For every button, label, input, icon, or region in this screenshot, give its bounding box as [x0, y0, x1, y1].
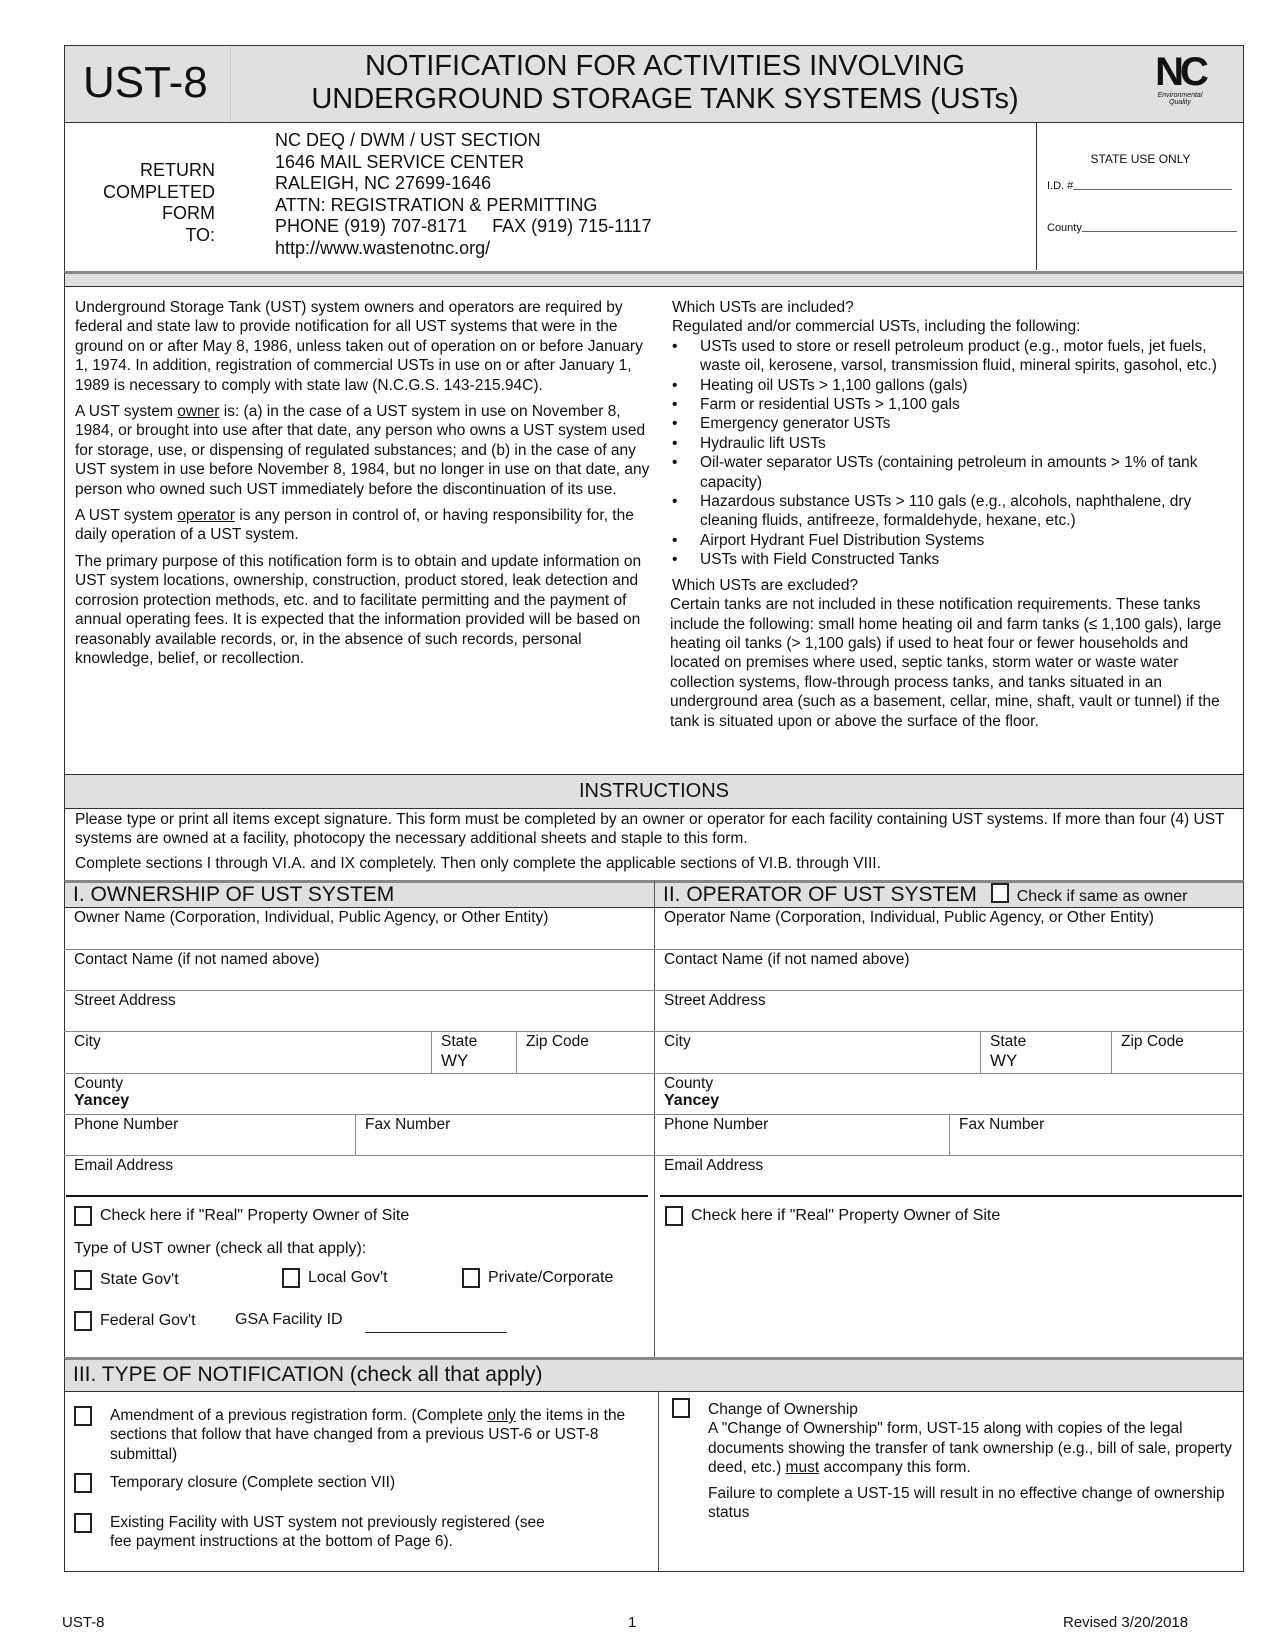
temporary-closure-option[interactable]: [74, 1473, 395, 1493]
owner-fax-field[interactable]: [355, 1114, 654, 1155]
operator-city-field[interactable]: [654, 1031, 980, 1073]
field-label: Phone Number: [74, 1116, 179, 1133]
text: A "Change of Ownership" form, UST-15 along with copies of the legal documents showing the transfer of tank ownership (e.g., bill of sale, property deed, etc.): [708, 1420, 1232, 1477]
section-3-header: [64, 1357, 1244, 1392]
list-item: • Airport Hydrant Fuel Distribution Systems: [670, 531, 1230, 550]
nc-deq-logo: [1145, 52, 1215, 106]
owner-county-field[interactable]: [64, 1073, 654, 1114]
owner-real-property-checkbox[interactable]: [74, 1206, 92, 1226]
address-line: RALEIGH, NC 27699-1646: [275, 173, 492, 193]
owner-county-value: Yancey: [74, 1092, 130, 1109]
field-label: Email Address: [74, 1157, 174, 1174]
checkbox-label: Local Gov't: [308, 1269, 388, 1287]
section-2-title: [663, 883, 1187, 907]
intro-section: [64, 286, 1244, 775]
text: A UST system: [75, 507, 178, 525]
operator-email-field[interactable]: [654, 1155, 1244, 1196]
owner-phone-field[interactable]: [64, 1114, 355, 1155]
checkbox-label: State Gov't: [100, 1271, 179, 1289]
instructions-body: [64, 808, 1244, 881]
address-line: 1646 MAIL SERVICE CENTER: [275, 151, 525, 172]
field-label: Zip Code: [1121, 1033, 1184, 1050]
operator-definition: [75, 506, 655, 545]
owner-type-label: Type of UST owner (check all that apply):: [74, 1240, 367, 1257]
owner-name-field[interactable]: [64, 907, 654, 949]
instructions-text: Complete sections I through VI.A. and IX completely. Then only complete the applicable sections of VI.B. through VIII.: [75, 855, 881, 872]
intro-paragraph: Underground Storage Tank (UST) system owners and operators are required by federal and state law to provide notification for all UST systems that were in the ground on or after May 8, 1986, unless taken out of operation on or before January 1, 1974. In addition, registration of commercial USTs in use on or after January 1, 1989 is necessary to comply with state law (N.C.G.S. 143-215.94C).: [75, 299, 643, 394]
intro-paragraph: The primary purpose of this notification form is to obtain and update information on UST system locations, ownership, construction, product stored, leak detection and corrosion protection methods, etc. and to facilitate permitting and the payment of annual operating fees. It is expected that the information provided will be based on reasonably available records, or, in the absence of such records, personal knowledge, belief, or recollection.: [75, 552, 642, 667]
form-title: [285, 50, 1045, 116]
included-list: [670, 337, 1230, 570]
field-label: Fax Number: [365, 1116, 451, 1133]
text: is: (a) in the case of a UST system in use on November 8, 1984, or brought into use after that date, any person who owns a UST system used for storage, use, or dispensing of regulated substances; and (b) in the case of any UST system in use before November 8, 1984, but no longer in use on that date, any person who owned such UST immediately before the discontinuation of its use.: [75, 403, 650, 498]
gsa-facility-id-label: GSA Facility ID: [235, 1311, 343, 1328]
footer-revised-date: Revised 3/20/2018: [1063, 1614, 1189, 1631]
owner-type-federal-option[interactable]: [74, 1311, 196, 1331]
owner-type-local-option[interactable]: [282, 1268, 388, 1288]
checkbox-label: Private/Corporate: [488, 1269, 614, 1287]
state-use-only-box: [1036, 122, 1243, 270]
website-link[interactable]: http://www.wastenotnc.org/: [275, 237, 491, 258]
instructions-text: Please type or print all items except signature. This form must be completed by an owner or operator for each facility containing UST systems. If more than four (4) UST systems are owned at a facility, photocopy the necessary additional sheets and staple to this form.: [75, 811, 1225, 847]
amendment-label: [110, 1406, 644, 1464]
text: the items in the sections that follow that have changed from a previous UST-6 or UST-8 submittal): [110, 1407, 626, 1463]
field-label: County: [664, 1075, 714, 1092]
owner-street-field[interactable]: [64, 990, 654, 1031]
divider-band: [64, 271, 1244, 287]
logo-text: NC: [1155, 50, 1205, 94]
text: Amendment of a previous registration form. (Complete: [110, 1407, 488, 1424]
instructions-title: INSTRUCTIONS: [579, 780, 729, 802]
included-title: Which USTs are included?: [672, 299, 854, 316]
failure-note: Failure to complete a UST-15 will result in no effective change of ownership status: [708, 1484, 1225, 1522]
field-label: State: [990, 1033, 1027, 1050]
change-of-ownership-option[interactable]: [672, 1400, 1232, 1522]
form-id: UST-8: [83, 58, 208, 107]
state-county-label: County: [1047, 222, 1082, 234]
logo-sub: Quality: [1169, 99, 1191, 106]
field-label: City: [74, 1033, 101, 1050]
text: must: [785, 1459, 820, 1477]
text: operator: [177, 507, 235, 525]
text: only: [487, 1407, 516, 1424]
existing-facility-option[interactable]: [74, 1513, 554, 1552]
existing-facility-label: Existing Facility with UST system not previously registered (see fee payment instructions at the bottom of Page 6).: [110, 1514, 545, 1551]
return-label: [85, 160, 215, 246]
field-label: Fax Number: [959, 1116, 1045, 1133]
address-line: NC DEQ / DWM / UST SECTION: [275, 130, 541, 150]
return-label-line: RETURN: [140, 160, 215, 180]
owner-contact-field[interactable]: [64, 949, 654, 990]
field-label: Street Address: [664, 992, 766, 1009]
list-item: • Hydraulic lift USTs: [670, 434, 1230, 453]
state-county-field: [1047, 222, 1237, 234]
mailing-address: [275, 130, 652, 259]
list-item: • Hazardous substance USTs > 110 gals (e.g., alcohols, naphthalene, dry cleaning fluids, antifreeze, formaldehyde, hexane, etc.): [670, 492, 1230, 531]
operator-state-value: WY: [990, 1051, 1018, 1070]
amendment-checkbox[interactable]: [74, 1406, 92, 1426]
field-label: Zip Code: [526, 1033, 589, 1050]
owner-zip-field[interactable]: [516, 1031, 654, 1073]
section-2-title-text: II. OPERATOR OF UST SYSTEM: [663, 883, 977, 906]
footer-form-id: UST-8: [62, 1614, 105, 1631]
same-as-owner-label: Check if same as owner: [1016, 888, 1188, 905]
instructions-header: [64, 774, 1244, 809]
operator-county-value: Yancey: [664, 1092, 720, 1109]
owner-real-property-option[interactable]: [74, 1206, 409, 1226]
owner-city-field[interactable]: [64, 1031, 431, 1073]
owner-definition: [75, 402, 655, 499]
operator-name-field[interactable]: [654, 907, 1244, 949]
list-item: • Heating oil USTs > 1,100 gallons (gals): [670, 376, 1230, 395]
owner-state-value: WY: [441, 1051, 469, 1070]
field-label: Owner Name (Corporation, Individual, Public Agency, or Other Entity): [74, 909, 549, 926]
operator-zip-field[interactable]: [1111, 1031, 1244, 1073]
operator-county-field[interactable]: [654, 1073, 1244, 1114]
list-item: • USTs used to store or resell petroleum product (e.g., motor fuels, jet fuels, waste oil, kerosene, varsol, transmission fluid, mineral spirits, gasohol, etc.): [670, 337, 1230, 376]
field-label: County: [74, 1075, 124, 1092]
change-of-ownership-desc: [708, 1419, 1232, 1477]
operator-state-field[interactable]: [980, 1031, 1111, 1073]
field-label: Operator Name (Corporation, Individual, Public Agency, or Other Entity): [664, 909, 1154, 926]
amendment-option[interactable]: [74, 1406, 644, 1464]
operator-contact-field[interactable]: [654, 949, 1244, 990]
field-label: Phone Number: [664, 1116, 769, 1133]
operator-real-property-checkbox[interactable]: [665, 1206, 683, 1226]
temporary-closure-checkbox[interactable]: [74, 1473, 92, 1493]
federal-govt-checkbox[interactable]: [74, 1311, 92, 1331]
owner-email-field[interactable]: [64, 1155, 654, 1196]
list-item: • Oil-water separator USTs (containing petroleum in amounts > 1% of tank capacity): [670, 453, 1230, 492]
state-use-title: STATE USE ONLY: [1090, 152, 1191, 166]
text: A UST system: [75, 403, 178, 421]
field-label: Street Address: [74, 992, 176, 1009]
list-item: • USTs with Field Constructed Tanks: [670, 550, 1230, 569]
state-id-label: I.D. #: [1047, 180, 1074, 192]
change-of-ownership-title: Change of Ownership: [708, 1401, 858, 1418]
gsa-facility-id-input[interactable]: [365, 1313, 507, 1333]
field-label: Email Address: [664, 1157, 764, 1174]
temporary-closure-label: Temporary closure (Complete section VII): [110, 1474, 396, 1491]
included-lead: Regulated and/or commercial USTs, including the following:: [672, 318, 1081, 336]
list-item: • Emergency generator USTs: [670, 414, 1230, 433]
return-label-line: FORM: [162, 203, 215, 223]
list-item: • Farm or residential USTs > 1,100 gals: [670, 395, 1230, 414]
section-3-title: III. TYPE OF NOTIFICATION (check all that apply): [73, 1363, 543, 1386]
private-corporate-checkbox[interactable]: [462, 1268, 480, 1288]
intro-left: [75, 298, 655, 675]
checkbox-label: Check here if "Real" Property Owner of Site: [691, 1207, 1001, 1225]
operator-phone-field[interactable]: [654, 1114, 949, 1155]
field-label: Contact Name (if not named above): [664, 951, 910, 968]
title-line-1: NOTIFICATION FOR ACTIVITIES INVOLVING: [365, 50, 965, 82]
checkbox-label: Check here if "Real" Property Owner of Site: [100, 1207, 410, 1225]
return-label-line: TO:: [185, 224, 215, 245]
field-label: Contact Name (if not named above): [74, 951, 320, 968]
owner-state-field[interactable]: [431, 1031, 516, 1073]
field-label: State: [441, 1033, 478, 1050]
state-id-field: [1047, 180, 1232, 192]
text: is any person in control of, or having responsibility for, the daily operation of a UST system.: [75, 507, 634, 544]
section-1-title: I. OWNERSHIP OF UST SYSTEM: [73, 883, 395, 906]
change-of-ownership-text: [708, 1400, 1232, 1522]
title-line-2: UNDERGROUND STORAGE TANK SYSTEMS (USTs): [311, 83, 1019, 115]
change-of-ownership-checkbox[interactable]: [672, 1398, 690, 1418]
owner-type-state-option[interactable]: [74, 1270, 179, 1290]
text: accompany this form.: [819, 1459, 971, 1477]
intro-right: [670, 298, 1230, 731]
footer-page-number: 1: [628, 1614, 637, 1631]
address-line: PHONE (919) 707-8171 FAX (919) 715-1117: [275, 216, 652, 236]
same-as-owner-checkbox[interactable]: [991, 883, 1009, 903]
operator-fax-field[interactable]: [949, 1114, 1244, 1155]
existing-facility-checkbox[interactable]: [74, 1513, 92, 1533]
checkbox-label: Federal Gov't: [100, 1312, 196, 1330]
logo-sub: Environmental: [1157, 92, 1203, 99]
field-label: City: [664, 1033, 691, 1050]
form-header: [64, 45, 1244, 123]
owner-type-private-option[interactable]: [462, 1268, 613, 1288]
return-label-line: COMPLETED: [102, 181, 215, 202]
return-address-box: [64, 122, 1244, 272]
operator-street-field[interactable]: [654, 990, 1244, 1031]
text: owner: [177, 403, 220, 421]
excluded-title: Which USTs are excluded?: [672, 576, 859, 594]
local-govt-checkbox[interactable]: [282, 1268, 300, 1288]
address-line: ATTN: REGISTRATION & PERMITTING: [275, 194, 598, 215]
operator-real-property-option[interactable]: [665, 1206, 1000, 1226]
excluded-text: Certain tanks are not included in these notification requirements. These tanks include the following: small home heating oil and farm tanks (≤ 1,100 gals), large heating oil tanks (> 1,100 gals) if used to heat four or fewer households and located on premises where used, septic tanks, storm water or waste water collection systems, flow-through process tanks, and tanks situated in an underground area (such as a basement, cellar, mine, shaft, vault or tunnel) if the tank is situated upon or above the surface of the floor.: [670, 596, 1222, 730]
state-govt-checkbox[interactable]: [74, 1270, 92, 1290]
